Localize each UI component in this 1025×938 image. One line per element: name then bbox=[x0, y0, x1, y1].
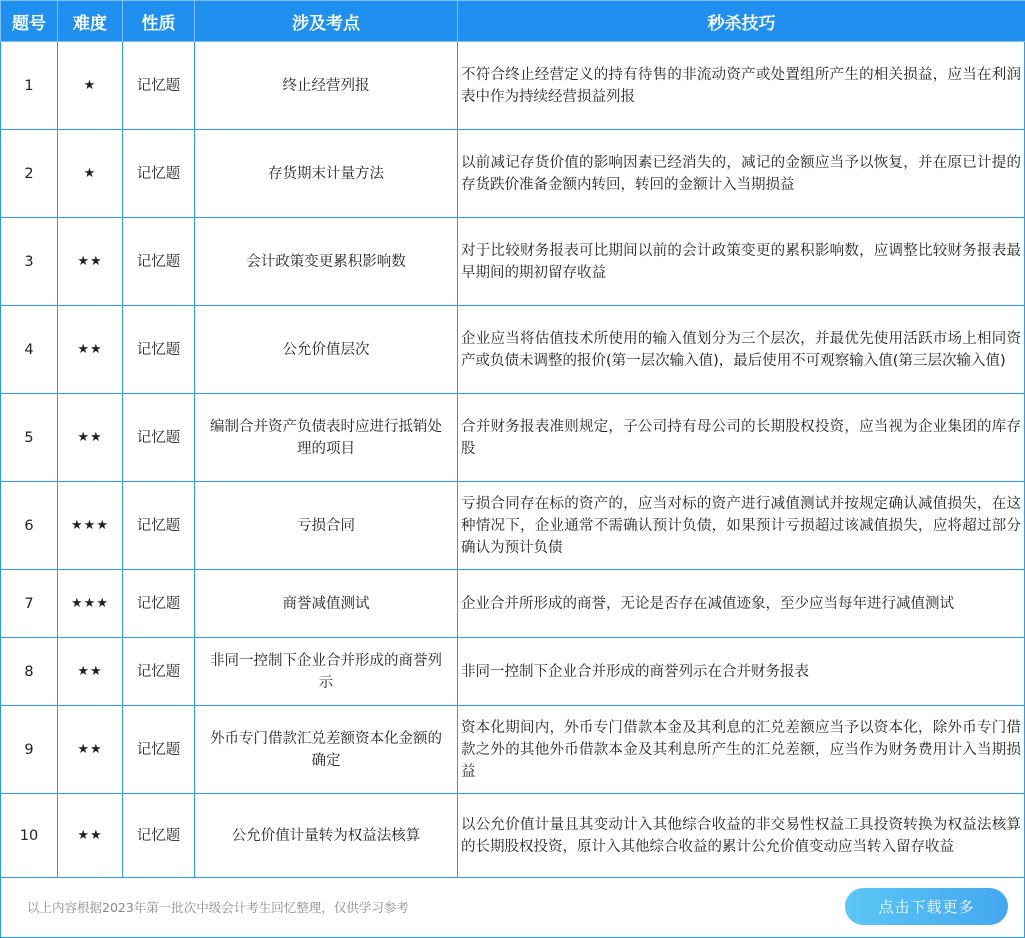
header-topic: 涉及考点 bbox=[195, 1, 458, 42]
row-no: 2 bbox=[1, 130, 58, 218]
tip: 以前减记存货价值的影响因素已经消失的，减记的金额应当予以恢复，并在原已计提的存货跌价准备金额内转回，转回的金额计入当期损益 bbox=[458, 130, 1025, 218]
topic: 公允价值层次 bbox=[195, 306, 458, 394]
header-type: 性质 bbox=[123, 1, 195, 42]
question-type: 记忆题 bbox=[123, 42, 195, 130]
difficulty-stars: ★★ bbox=[58, 794, 123, 878]
table-row bbox=[1, 42, 1025, 130]
download-more-button[interactable]: 点击下载更多 bbox=[845, 888, 1008, 925]
table-row bbox=[1, 306, 1025, 394]
question-type: 记忆题 bbox=[123, 706, 195, 794]
table-row bbox=[1, 794, 1025, 878]
question-type: 记忆题 bbox=[123, 482, 195, 570]
difficulty-stars: ★★ bbox=[58, 638, 123, 706]
footer bbox=[1, 877, 1024, 937]
question-type: 记忆题 bbox=[123, 794, 195, 878]
tip: 资本化期间内，外币专门借款本金及其利息的汇兑差额应当予以资本化，除外币专门借款之外的其他外币借款本金及其利息所产生的汇兑差额，应当作为财务费用计入当期损益 bbox=[458, 706, 1025, 794]
row-no: 7 bbox=[1, 570, 58, 638]
difficulty-stars: ★★ bbox=[58, 306, 123, 394]
table-row bbox=[1, 130, 1025, 218]
tip: 合并财务报表准则规定，子公司持有母公司的长期股权投资，应当视为企业集团的库存股 bbox=[458, 394, 1025, 482]
row-no: 3 bbox=[1, 218, 58, 306]
topic: 公允价值计量转为权益法核算 bbox=[195, 794, 458, 878]
table-row bbox=[1, 706, 1025, 794]
question-type: 记忆题 bbox=[123, 130, 195, 218]
header-no: 题号 bbox=[1, 1, 58, 42]
difficulty-stars: ★ bbox=[58, 42, 123, 130]
footer-note: 以上内容根据2023年第一批次中级会计考生回忆整理，仅供学习参考 bbox=[27, 900, 409, 915]
tip: 非同一控制下企业合并形成的商誉列示在合并财务报表 bbox=[458, 638, 1025, 706]
topic: 编制合并资产负债表时应进行抵销处理的项目 bbox=[195, 394, 458, 482]
topic: 亏损合同 bbox=[195, 482, 458, 570]
difficulty-stars: ★★ bbox=[58, 218, 123, 306]
table-row bbox=[1, 482, 1025, 570]
question-type: 记忆题 bbox=[123, 218, 195, 306]
row-no: 8 bbox=[1, 638, 58, 706]
row-no: 6 bbox=[1, 482, 58, 570]
tip: 企业应当将估值技术所使用的输入值划分为三个层次，并最优先使用活跃市场上相同资产或负债未调整的报价(第一层次输入值)，最后使用不可观察输入值(第三层次输入值) bbox=[458, 306, 1025, 394]
tip: 对于比较财务报表可比期间以前的会计政策变更的累积影响数，应调整比较财务报表最早期间的期初留存收益 bbox=[458, 218, 1025, 306]
row-no: 4 bbox=[1, 306, 58, 394]
tip: 以公允价值计量且其变动计入其他综合收益的非交易性权益工具投资转换为权益法核算的长期股权投资，原计入其他综合收益的累计公允价值变动应当转入留存收益 bbox=[458, 794, 1025, 878]
topic: 非同一控制下企业合并形成的商誉列示 bbox=[195, 638, 458, 706]
table-row bbox=[1, 394, 1025, 482]
topic: 会计政策变更累积影响数 bbox=[195, 218, 458, 306]
row-no: 5 bbox=[1, 394, 58, 482]
question-type: 记忆题 bbox=[123, 638, 195, 706]
table-header-row bbox=[1, 1, 1025, 42]
question-type: 记忆题 bbox=[123, 570, 195, 638]
table-row bbox=[1, 570, 1025, 638]
tip: 不符合终止经营定义的持有待售的非流动资产或处置组所产生的相关损益，应当在利润表中作为持续经营损益列报 bbox=[458, 42, 1025, 130]
difficulty-stars: ★ bbox=[58, 130, 123, 218]
table-row bbox=[1, 638, 1025, 706]
table-row bbox=[1, 218, 1025, 306]
topic: 商誉减值测试 bbox=[195, 570, 458, 638]
question-type: 记忆题 bbox=[123, 394, 195, 482]
difficulty-stars: ★★★ bbox=[58, 482, 123, 570]
difficulty-stars: ★★ bbox=[58, 394, 123, 482]
header-tip: 秒杀技巧 bbox=[458, 1, 1025, 42]
row-no: 10 bbox=[1, 794, 58, 878]
tip: 亏损合同存在标的资产的，应当对标的资产进行减值测试并按规定确认减值损失，在这种情况下，企业通常不需确认预计负债，如果预计亏损超过该减值损失，应将超过部分确认为预计负债 bbox=[458, 482, 1025, 570]
row-no: 1 bbox=[1, 42, 58, 130]
tip: 企业合并所形成的商誉，无论是否存在减值迹象，至少应当每年进行减值测试 bbox=[458, 570, 1025, 638]
topic: 终止经营列报 bbox=[195, 42, 458, 130]
topic: 存货期末计量方法 bbox=[195, 130, 458, 218]
header-difficulty: 难度 bbox=[58, 1, 123, 42]
row-no: 9 bbox=[1, 706, 58, 794]
difficulty-stars: ★★ bbox=[58, 706, 123, 794]
question-type: 记忆题 bbox=[123, 306, 195, 394]
difficulty-stars: ★★★ bbox=[58, 570, 123, 638]
topic: 外币专门借款汇兑差额资本化金额的确定 bbox=[195, 706, 458, 794]
